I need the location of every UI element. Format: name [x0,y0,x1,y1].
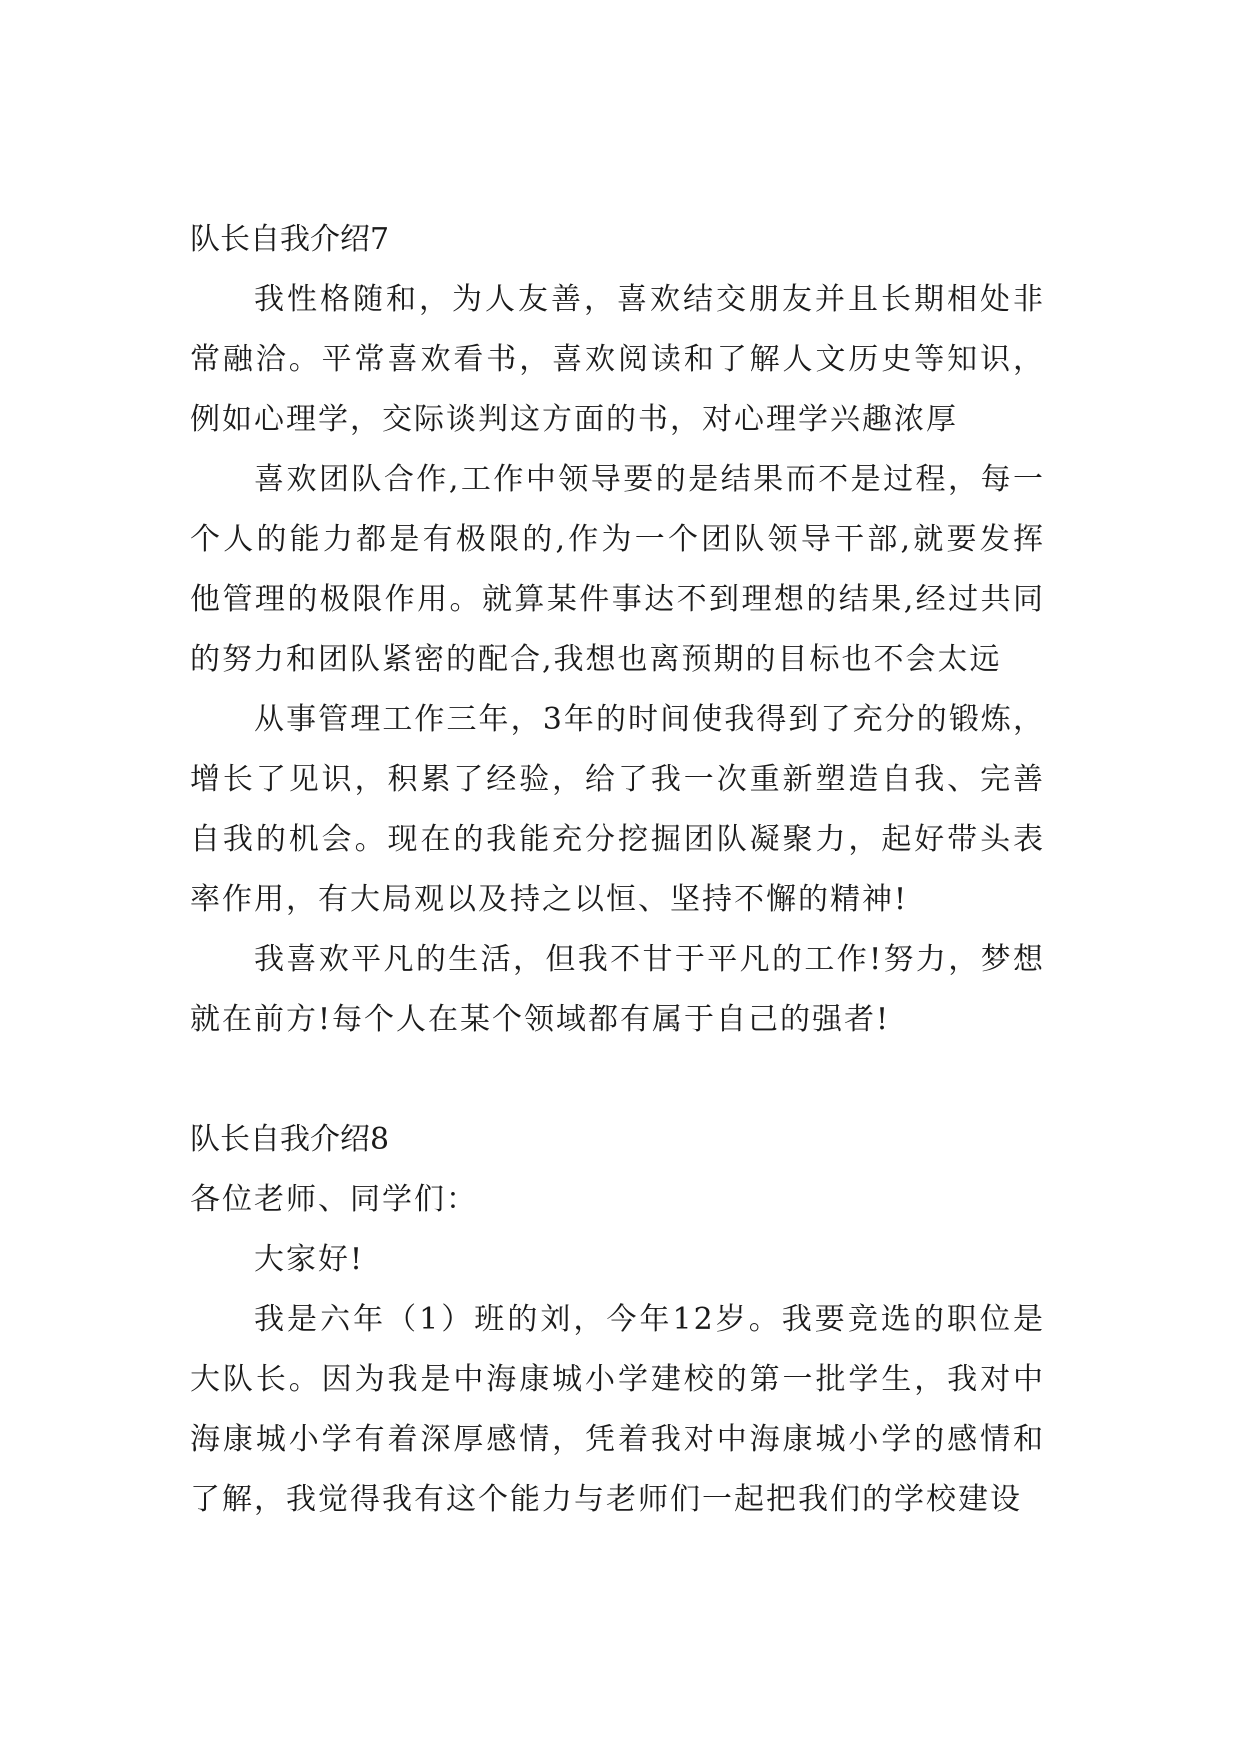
salutation: 各位老师、同学们： [190,1182,478,1217]
paragraph: 我喜欢平凡的生活，但我不甘于平凡的工作!努力，梦想就在前方!每个人在某个领域都有属于自己的强者! [190,942,1045,1037]
section-spacer [190,1050,1045,1110]
paragraph: 我是六年（1）班的刘，今年12岁。我要竞选的职位是大队长。因为我是中海康城小学建校的第一批学生，我对中海康城小学有着深厚感情，凭着我对中海康城小学的感情和了解，我觉得我有这个能力与老师们一起把我们的学校建设 [190,1302,1045,1517]
section-title-7: 队长自我介绍7 [190,222,390,257]
section-title-8: 队长自我介绍8 [190,1122,390,1157]
paragraph: 从事管理工作三年，3年的时间使我得到了充分的锻炼，增长了见识，积累了经验，给了我一次重新塑造自我、完善自我的机会。现在的我能充分挖掘团队凝聚力，起好带头表率作用，有大局观以及持之以恒、坚持不懈的精神! [190,702,1045,917]
paragraph: 我性格随和，为人友善，喜欢结交朋友并且长期相处非常融洽。平常喜欢看书，喜欢阅读和了解人文历史等知识，例如心理学，交际谈判这方面的书，对心理学兴趣浓厚 [190,282,1045,437]
document-body [190,210,1045,1530]
paragraph: 喜欢团队合作,工作中领导要的是结果而不是过程，每一个人的能力都是有极限的,作为一个团队领导干部,就要发挥他管理的极限作用。就算某件事达不到理想的结果,经过共同的努力和团队紧密的配合,我想也离预期的目标也不会太远 [190,462,1045,677]
greeting: 大家好! [254,1242,365,1277]
